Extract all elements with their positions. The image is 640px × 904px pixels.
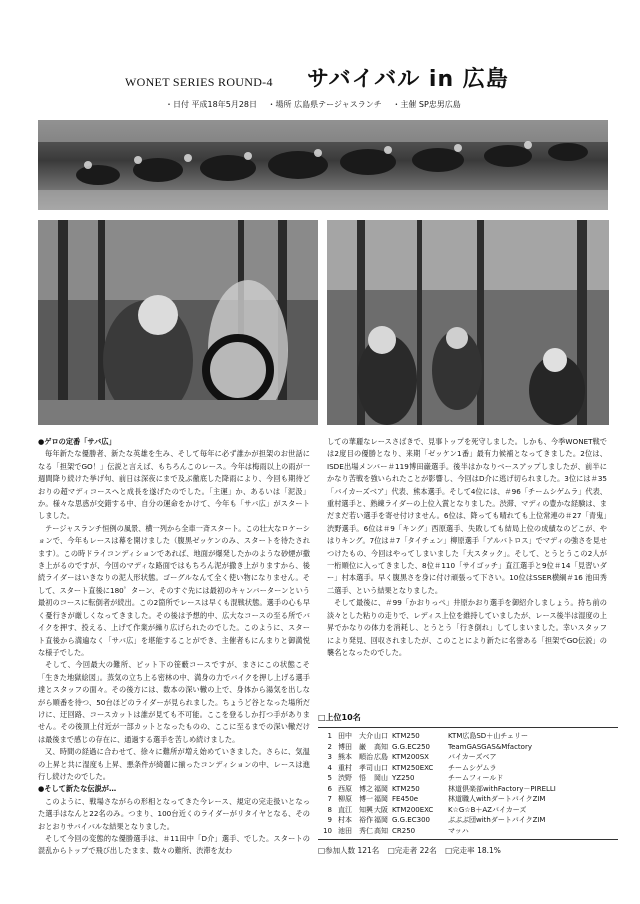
result-team: K☆G☆B＋AZバイカーズ [448,805,527,814]
result-name: 直江 知興 [338,805,373,814]
host-label: ・主催 [392,100,417,109]
results-summary [318,845,618,856]
result-machine: KTM200SX [392,753,429,761]
result-prefecture: 広島 [374,753,388,761]
result-prefecture: 高知 [374,826,388,835]
result-machine: FE450e [392,795,419,803]
date-label: ・日付 [165,100,189,109]
result-prefecture: 福岡 [374,795,388,803]
result-rank: 10 [323,826,332,835]
result-row [318,826,618,837]
start-line-photo [38,120,608,210]
results-title: □上位10名 [318,713,361,722]
result-team: 林道倶楽部withFactory－PIRELLI [448,784,556,793]
result-prefecture: 高知 [374,742,388,751]
result-row [318,794,618,805]
result-machine: KTM200EXC [392,805,434,814]
article-paragraph: そして最後に、＃99「かおりっぺ」井原かおり選手を御紹介しましょう。持ち前の淡々とした粘りの走りで、レディス上位を維持していましたが、レース後半は湿度の上昇でかなりの体力を消耗し、とうとう「行き倒れ」してしまいました。幸いスタッフにより発見、回収されましたが、このことにより新たに名誉ある「担架でGO伝説」の襲名となったのでした。 [327,598,607,657]
article-paragraph: しての華麗なレースさばきで、見事トップを死守しました。しかも、今季WONET戦では2度目の優勝となり、来期「ゼッケン1番」最有力候補となってきました。2位は、ISDE出場メンバー＃119博田巌選手。後半はかなりベースアップしましたが、前半にかなり苦戦を強いられたことが影響し、今回はD介に逃げ切られました。3位には＃35「バイカーズベア」代表、熊本選手。そして4位には、＃96「チームシゲムラ」代表、重村選手と、熟練ライダーの上位入賞となりました。渋滞、マディの豊かな経験は、まだまだ若い選手を寄せ付けません。6位は、降っても晴れても上位常連の＃27「青鬼」渋野選手。6位は＃9「キング」西原選手、失敗しても結局上位の成績なのどこが、やはりキング。7位は＃7「タイチェン」柳原選手「アルバトロス」でマディの強さを見せつけたもの、今回はやってしまいました「大スタック」。そして、とうとうこの2人が一桁順位に入ってきました、8位＃110「サイゴッチ」直江選手と9位＃14「見習いダー」村本選手。早く腹黒さを身に付け頑張って下さい。10位はSSER横綱＃16 池田秀二選手、という結果となりました。 [327,437,607,595]
result-team: ぶぶぶ団withダートバイクZIM [448,816,546,824]
result-name: 柳原 博一 [338,795,373,803]
finish-rate: □完走率 18.1% [445,846,501,855]
result-prefecture: 山口 [374,732,388,740]
result-rank: 6 [327,784,332,793]
result-name: 渋野 悟 [338,774,366,782]
result-rank: 8 [327,805,332,814]
result-rank: 7 [327,795,332,803]
rider-forest-photo-right [327,220,609,425]
results-table [318,727,618,840]
result-row [318,763,618,774]
entries-count: □参加人数 121名 [318,846,380,855]
series-label: WONET SERIES ROUND-4 [125,75,273,89]
result-name: 博田 巌 [338,742,366,751]
result-name: 池田 秀仁 [338,826,373,835]
article-paragraph: そして今回の変態的な優勝選手は、＃11田中「D介」選手、でした。スタートの混乱からトップで飛び出したまま、数々の難所、渋滞を友わ [38,834,310,856]
result-name: 重村 孝司 [338,763,373,772]
top10-results [318,712,618,856]
section-heading: ●ゲロの定番「サバ広」 [38,437,116,446]
result-machine: YZ250 [392,774,415,782]
result-team: 林道職人withダートバイクZIM [448,795,546,803]
result-machine: G.G.EC250 [392,742,430,751]
venue-label: ・場所 [267,100,292,109]
result-machine: CR250 [392,826,416,835]
result-prefecture: 岡山 [374,774,388,782]
result-prefecture: 大阪 [374,805,388,814]
article-paragraph: このように、戦場さながらの形相となってきた今レース、規定の完走扱いとなった選手はなんと22名のみ。つまり、100台近くのライダーがリタイヤとなる、そのおとおりサバイバルな結果となりました。 [38,796,310,831]
result-row [318,731,618,742]
result-rank: 4 [327,763,332,772]
article-left-column [38,436,310,858]
section-heading: ●そして新たな伝説が… [38,784,117,794]
result-team: TeamGASGAS&Mfactory [448,742,532,751]
article-paragraph: そして、今回最大の難所、ピット下の笹藪コースですが、まさにこの状態こそ「生きた地獄絵図」。蒸気の立ち上る密林の中、満身の力でバイクを押し上げる選手達とスタッフの面々。その後方には、数本の深い轍の上で、身体から湯気を出しながら順番を待つ、50台ほどのライダーが見られました。ちょうど谷となった場所だけに、迂回路、コースカットは誰が見ても不可能。ここを登るしか打つ手がありません。その後頂上付近が一部カットとなったものの、ここに至るまでの深い轍だけは最後まで感じの存在に、通過する選手を苦しめ続けました。 [38,660,310,744]
date-value: 平成18年5月28日 [191,100,257,109]
result-prefecture: 福岡 [374,816,388,824]
finishers-count: □完走者 22名 [387,846,437,855]
result-prefecture: 福岡 [374,784,388,793]
result-name: 田中 大介 [338,732,373,740]
result-row [318,805,618,816]
article-right-column [327,436,607,659]
result-machine: G.G.EC300 [392,816,430,824]
result-team: マッハ [448,826,469,835]
result-row [318,752,618,763]
result-team: チームフィールド [448,774,504,782]
rider-forest-photo-left [38,220,318,425]
result-machine: KTM250EXC [392,763,434,772]
page-title: サバイバル in 広島 [307,67,509,92]
result-row [318,742,618,753]
result-rank: 3 [327,753,332,761]
result-rank: 1 [327,732,332,740]
result-team: バイカーズベア [448,753,497,761]
result-machine: KTM250 [392,732,420,740]
result-team: KTM広島SD＋山チェリー [448,732,528,740]
article-paragraph: テージャスランチ恒例の風景、横一列から全車一斉スタート。この壮大なロケーションで、今年もレースは幕を開けました（腹黒ゼッケンのみ、スタートを待たされます）。この時ドライコンディションであれば、地面が爆発したかのような砂煙が撒き上がるのですが、今回のマディな路面ではもちろん泥が撒き上がりますから、後続ライダーはいきなりの泥人形状態。ゴーグルなんて全く使い物になりません。そして、スタート直後に180゜ターン、そのすぐ先には最初のキャンバーターンという最初のコースに転倒者が続出。この2箇所でレースは早くも混戦状態。選手の心も早く憂行きが厳しくなってきました。その後は予想的中、広大なコースの至る所でバイクを押す、投える、上げて作業が繰り広げられたのでした。このように、スタート直後から満遍なく「サバ広」を堪能することができ、主催者もにんまりと御満悦な様子でした。 [38,523,310,657]
result-row [318,784,618,795]
result-rank: 5 [327,774,332,782]
host-value: SP忠男広島 [418,100,461,109]
article-paragraph: 毎年新たな優勝者、新たな英雄を生み、そして毎年に必ず誰かが担架のお世話になる「担架でGO！」伝説と言えば、もちろんこのレース。今年は梅雨以上の雨が一週間降り続けた挙げ句、前日は深夜にまで及ぶ徹底した降雨により、今回も期待どおりの超マディコースへと成長を遂げたのでした。「主運」か、あるいは「泥汲」か。様々な思惑が交錯する中、自分の運命をかけて、今年も「サバ広」がスタートしました。 [38,449,310,521]
result-team: チームシゲムラ [448,763,497,772]
venue-value: 広島県テージャスランチ [294,100,382,109]
result-name: 熊本 順治 [338,753,373,761]
result-name: 村本 裕作 [338,816,373,824]
result-prefecture: 山口 [374,763,388,772]
result-rank: 9 [327,816,332,824]
article-paragraph: 又、時間の経過に合わせて、徐々に難所が増え始めていきました。さらに、気温の上昇と共に湿度も上昇、悪条件が綺麗に揃ったコンディションの中、レースは進行し続けたのでした。 [38,747,310,781]
result-name: 西原 博之 [338,784,373,793]
result-rank: 2 [327,742,332,751]
result-row [318,773,618,784]
event-info [165,99,461,110]
result-row [318,815,618,826]
result-machine: KTM250 [392,784,420,793]
